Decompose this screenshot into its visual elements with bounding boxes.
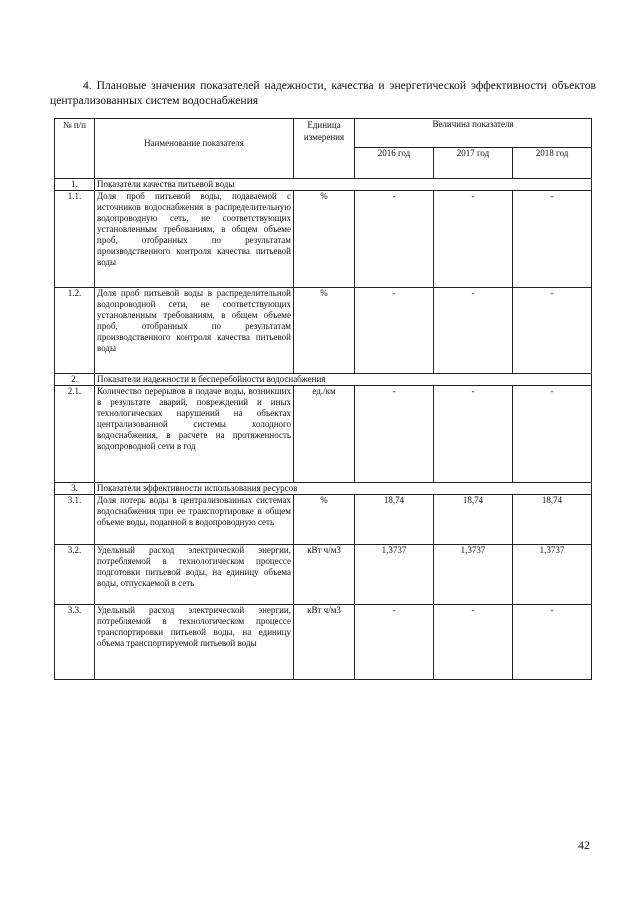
row-num: 1.1.: [55, 191, 95, 288]
row-value-2016: -: [355, 386, 434, 483]
header-row: [55, 119, 592, 148]
row-num: 3.2.: [55, 545, 95, 605]
row-unit: %: [294, 495, 355, 545]
section-row: [55, 374, 592, 386]
page-number: 42: [578, 838, 590, 852]
section-row: [55, 483, 592, 495]
row-unit: %: [294, 288, 355, 374]
row-value-2016: 18,74: [355, 495, 434, 545]
header-name: Наименование показателя: [95, 119, 294, 179]
header-year-2016: 2016 год: [355, 148, 434, 179]
row-value-2017: -: [434, 288, 513, 374]
row-value-2017: -: [434, 605, 513, 680]
section-row: [55, 179, 592, 191]
row-num: 3.1.: [55, 495, 95, 545]
row-name: Доля потерь воды в централизованных системах водоснабжения при ее транспортировке в общем объеме воды, поданной в водопроводную сеть: [95, 495, 294, 545]
row-value-2018: -: [513, 605, 592, 680]
row-name: Доля проб питьевой воды в распределительной водопроводной сети, не соответствующих установленным требованиям, в общем объеме проб, отобранных по результатам производственного контроля качества питьевой воды: [95, 288, 294, 374]
header-year-2017: 2017 год: [434, 148, 513, 179]
row-value-2016: -: [355, 605, 434, 680]
row-value-2018: 18,74: [513, 495, 592, 545]
section-num: 2.: [55, 374, 95, 386]
row-num: 1.2.: [55, 288, 95, 374]
row-unit: кВт ч/м3: [294, 545, 355, 605]
table-row: [55, 545, 592, 605]
row-name: Удельный расход электрической энергии, потребляемой в технологическом процессе подготовки питьевой воды, на единицу объема воды, отпускаемой в сеть: [95, 545, 294, 605]
table-row: [55, 288, 592, 374]
row-value-2017: -: [434, 386, 513, 483]
section-num: 3.: [55, 483, 95, 495]
row-num: 3.3.: [55, 605, 95, 680]
table-row: [55, 495, 592, 545]
row-unit: кВт ч/м3: [294, 605, 355, 680]
indicators-table: [54, 118, 592, 680]
row-value-2017: 18,74: [434, 495, 513, 545]
section-title: Показатели эффективности использования ресурсов: [95, 483, 592, 495]
row-num: 2.1.: [55, 386, 95, 483]
row-value-2018: -: [513, 386, 592, 483]
header-unit: Единица измерения: [294, 119, 355, 179]
header-num: № п/п: [55, 119, 95, 179]
section-title: Показатели надежности и бесперебойности водоснабжения: [95, 374, 592, 386]
row-value-2018: -: [513, 288, 592, 374]
row-value-2018: -: [513, 191, 592, 288]
header-value: Величина показателя: [355, 119, 592, 148]
table-row: [55, 386, 592, 483]
header-year-2018: 2018 год: [513, 148, 592, 179]
row-value-2016: -: [355, 191, 434, 288]
row-unit: %: [294, 191, 355, 288]
row-name: Количество перерывов в подаче воды, возникших в результате аварий, повреждений и иных технологических нарушений на объектах централизованной системы холодного водоснабжения, в расчете на протяженность водопроводной сети в год: [95, 386, 294, 483]
row-name: Удельный расход электрической энергии, потребляемой в технологическом процессе транспортировки питьевой воды, на единицу объема транспортируемой питьевой воды: [95, 605, 294, 680]
table-row: [55, 191, 592, 288]
row-name: Доля проб питьевой воды, подаваемой с источников водоснабжения в распределительную водопроводную сеть, не соответствующих установленным требованиям, в общем объеме проб, отобранных по результатам производственного контроля качества питьевой воды: [95, 191, 294, 288]
row-value-2017: -: [434, 191, 513, 288]
row-value-2016: -: [355, 288, 434, 374]
section-title: Показатели качества питьевой воды: [95, 179, 592, 191]
row-value-2017: 1,3737: [434, 545, 513, 605]
table-row: [55, 605, 592, 680]
section-heading: 4. Плановые значения показателей надежности, качества и энергетической эффективности объектов централизованных систем водоснабжения: [50, 79, 596, 107]
section-num: 1.: [55, 179, 95, 191]
row-value-2016: 1,3737: [355, 545, 434, 605]
row-unit: ед./км: [294, 386, 355, 483]
row-value-2018: 1,3737: [513, 545, 592, 605]
